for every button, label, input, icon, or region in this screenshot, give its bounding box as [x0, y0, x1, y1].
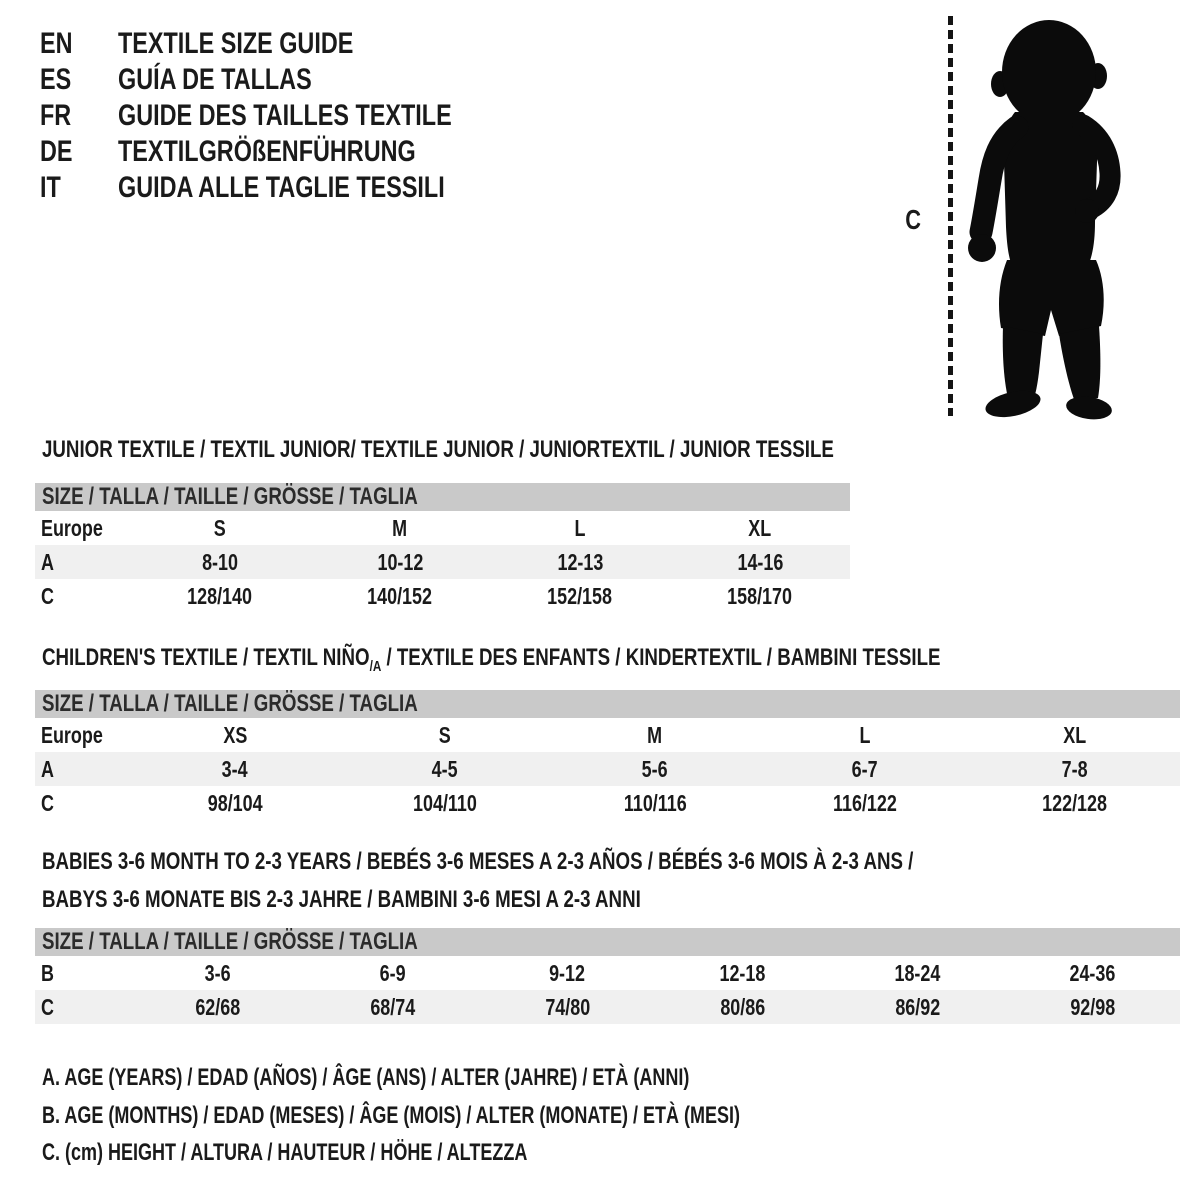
children-section-title: CHILDREN'S TEXTILE / TEXTIL $NIÑO_{/A}$ / TEXTILE DES ENFANTS / KINDERTEXTIL / BAMBINI TESSILE: [42, 644, 941, 675]
cell-value: 3-4: [222, 755, 248, 782]
size-header: SIZE / TALLA / TAILLE / GRÖSSE / TAGLIA: [42, 483, 418, 510]
language-code: IT: [40, 171, 61, 204]
cell-value: 7-8: [1062, 755, 1088, 782]
cell-value: XL: [748, 514, 772, 541]
cell-value: 128/140: [187, 582, 253, 609]
babies-section-title-line2: BABYS 3-6 MONATE BIS 2-3 JAHRE / BAMBINI 3-6 MESI A 2-3 ANNI: [42, 886, 641, 913]
language-code: ES: [40, 63, 72, 96]
cell-value: XL: [1063, 721, 1087, 748]
cell-value: 8-10: [202, 548, 238, 575]
language-title: TEXTILGRÖßENFÜHRUNG: [118, 135, 416, 168]
cell-value: S: [214, 514, 226, 541]
legend-line-a: A. AGE (YEARS) / EDAD (AÑOS) / ÂGE (ANS) / ALTER (JAHRE) / ETÀ (ANNI): [42, 1064, 690, 1091]
cell-value: 158/170: [727, 582, 793, 609]
cell-value: 14-16: [737, 548, 783, 575]
cell-value: 9-12: [549, 959, 586, 986]
language-code: DE: [40, 135, 73, 168]
height-measure-dashed-line: [948, 16, 953, 416]
language-row-fr: [40, 98, 546, 134]
nino-a-subscript: /A: [369, 658, 382, 675]
size-header-row: [35, 690, 1180, 718]
cell-value: M: [647, 721, 663, 748]
junior-section-title: JUNIOR TEXTILE / TEXTIL JUNIOR/ TEXTILE JUNIOR / JUNIORTEXTIL / JUNIOR TESSILE: [42, 436, 834, 463]
table-row-height: [35, 990, 1180, 1024]
row-label: C: [41, 582, 54, 609]
language-code: FR: [40, 99, 72, 132]
language-title: GUIDA ALLE TAGLIE TESSILI: [118, 171, 445, 204]
cell-value: 86/92: [895, 993, 940, 1020]
language-title: GUIDE DES TAILLES TEXTILE: [118, 99, 452, 132]
row-label: Europe: [41, 721, 103, 748]
table-row-europe: [35, 511, 850, 545]
cell-value: S: [439, 721, 451, 748]
cell-value: 5-6: [642, 755, 668, 782]
language-title-list: [40, 26, 546, 206]
legend-line-c: C. (cm) HEIGHT / ALTURA / HAUTEUR / HÖHE / ALTEZZA: [42, 1139, 528, 1166]
language-row-it: [40, 170, 546, 206]
cell-value: 74/80: [545, 993, 590, 1020]
table-row-age: [35, 545, 850, 579]
row-label: A: [41, 548, 54, 575]
table-row-age: [35, 752, 1180, 786]
cell-value: 110/116: [623, 789, 687, 816]
table-row-europe: [35, 718, 1180, 752]
language-title: GUÍA DE TALLAS: [118, 63, 312, 96]
legend-line-b: B. AGE (MONTHS) / EDAD (MESES) / ÂGE (MOIS) / ALTER (MONATE) / ETÀ (MESI): [42, 1102, 740, 1129]
cell-value: 3-6: [204, 959, 231, 986]
cell-value: 92/98: [1070, 993, 1115, 1020]
size-header-row: [35, 483, 850, 511]
toddler-silhouette-image: [957, 12, 1143, 422]
cell-value: 152/158: [547, 582, 613, 609]
height-measure-label: C: [905, 204, 922, 235]
cell-value: 122/128: [1042, 789, 1108, 816]
row-label: B: [41, 959, 54, 986]
cell-value: 140/152: [367, 582, 433, 609]
size-header: SIZE / TALLA / TAILLE / GRÖSSE / TAGLIA: [42, 928, 418, 955]
row-label: C: [41, 789, 54, 816]
cell-value: 98/104: [207, 789, 263, 816]
babies-size-table: [35, 928, 1180, 1024]
language-row-en: [40, 26, 546, 62]
cell-value: 10-12: [377, 548, 423, 575]
cell-value: 4-5: [432, 755, 458, 782]
cell-value: 80/86: [720, 993, 765, 1020]
row-label: Europe: [41, 514, 103, 541]
cell-value: 12-13: [557, 548, 603, 575]
size-header: SIZE / TALLA / TAILLE / GRÖSSE / TAGLIA: [42, 690, 418, 717]
cell-value: L: [859, 721, 871, 748]
row-label: C: [41, 993, 54, 1020]
cell-value: 18-24: [894, 959, 941, 986]
cell-value: XS: [223, 721, 247, 748]
cell-value: M: [392, 514, 408, 541]
table-row-height: [35, 786, 1180, 820]
children-size-table: [35, 690, 1180, 820]
cell-value: 104/110: [413, 789, 477, 816]
junior-size-table: [35, 483, 850, 613]
cell-value: 62/68: [195, 993, 240, 1020]
cell-value: L: [574, 514, 586, 541]
size-header-row: [35, 928, 1180, 956]
language-title: TEXTILE SIZE GUIDE: [118, 27, 354, 60]
table-row-months: [35, 956, 1180, 990]
language-code: EN: [40, 27, 73, 60]
table-row-height: [35, 579, 850, 613]
language-row-de: [40, 134, 546, 170]
cell-value: 24-36: [1069, 959, 1116, 986]
row-label: A: [41, 755, 54, 782]
cell-value: 6-7: [852, 755, 878, 782]
cell-value: 68/74: [370, 993, 415, 1020]
cell-value: 6-9: [379, 959, 406, 986]
cell-value: 116/122: [833, 789, 897, 816]
babies-section-title-line1: BABIES 3-6 MONTH TO 2-3 YEARS / BEBÉS 3-6 MESES A 2-3 AÑOS / BÉBÉS 3-6 MOIS À 2-3 ANS /: [42, 848, 914, 875]
language-row-es: [40, 62, 546, 98]
cell-value: 12-18: [719, 959, 766, 986]
